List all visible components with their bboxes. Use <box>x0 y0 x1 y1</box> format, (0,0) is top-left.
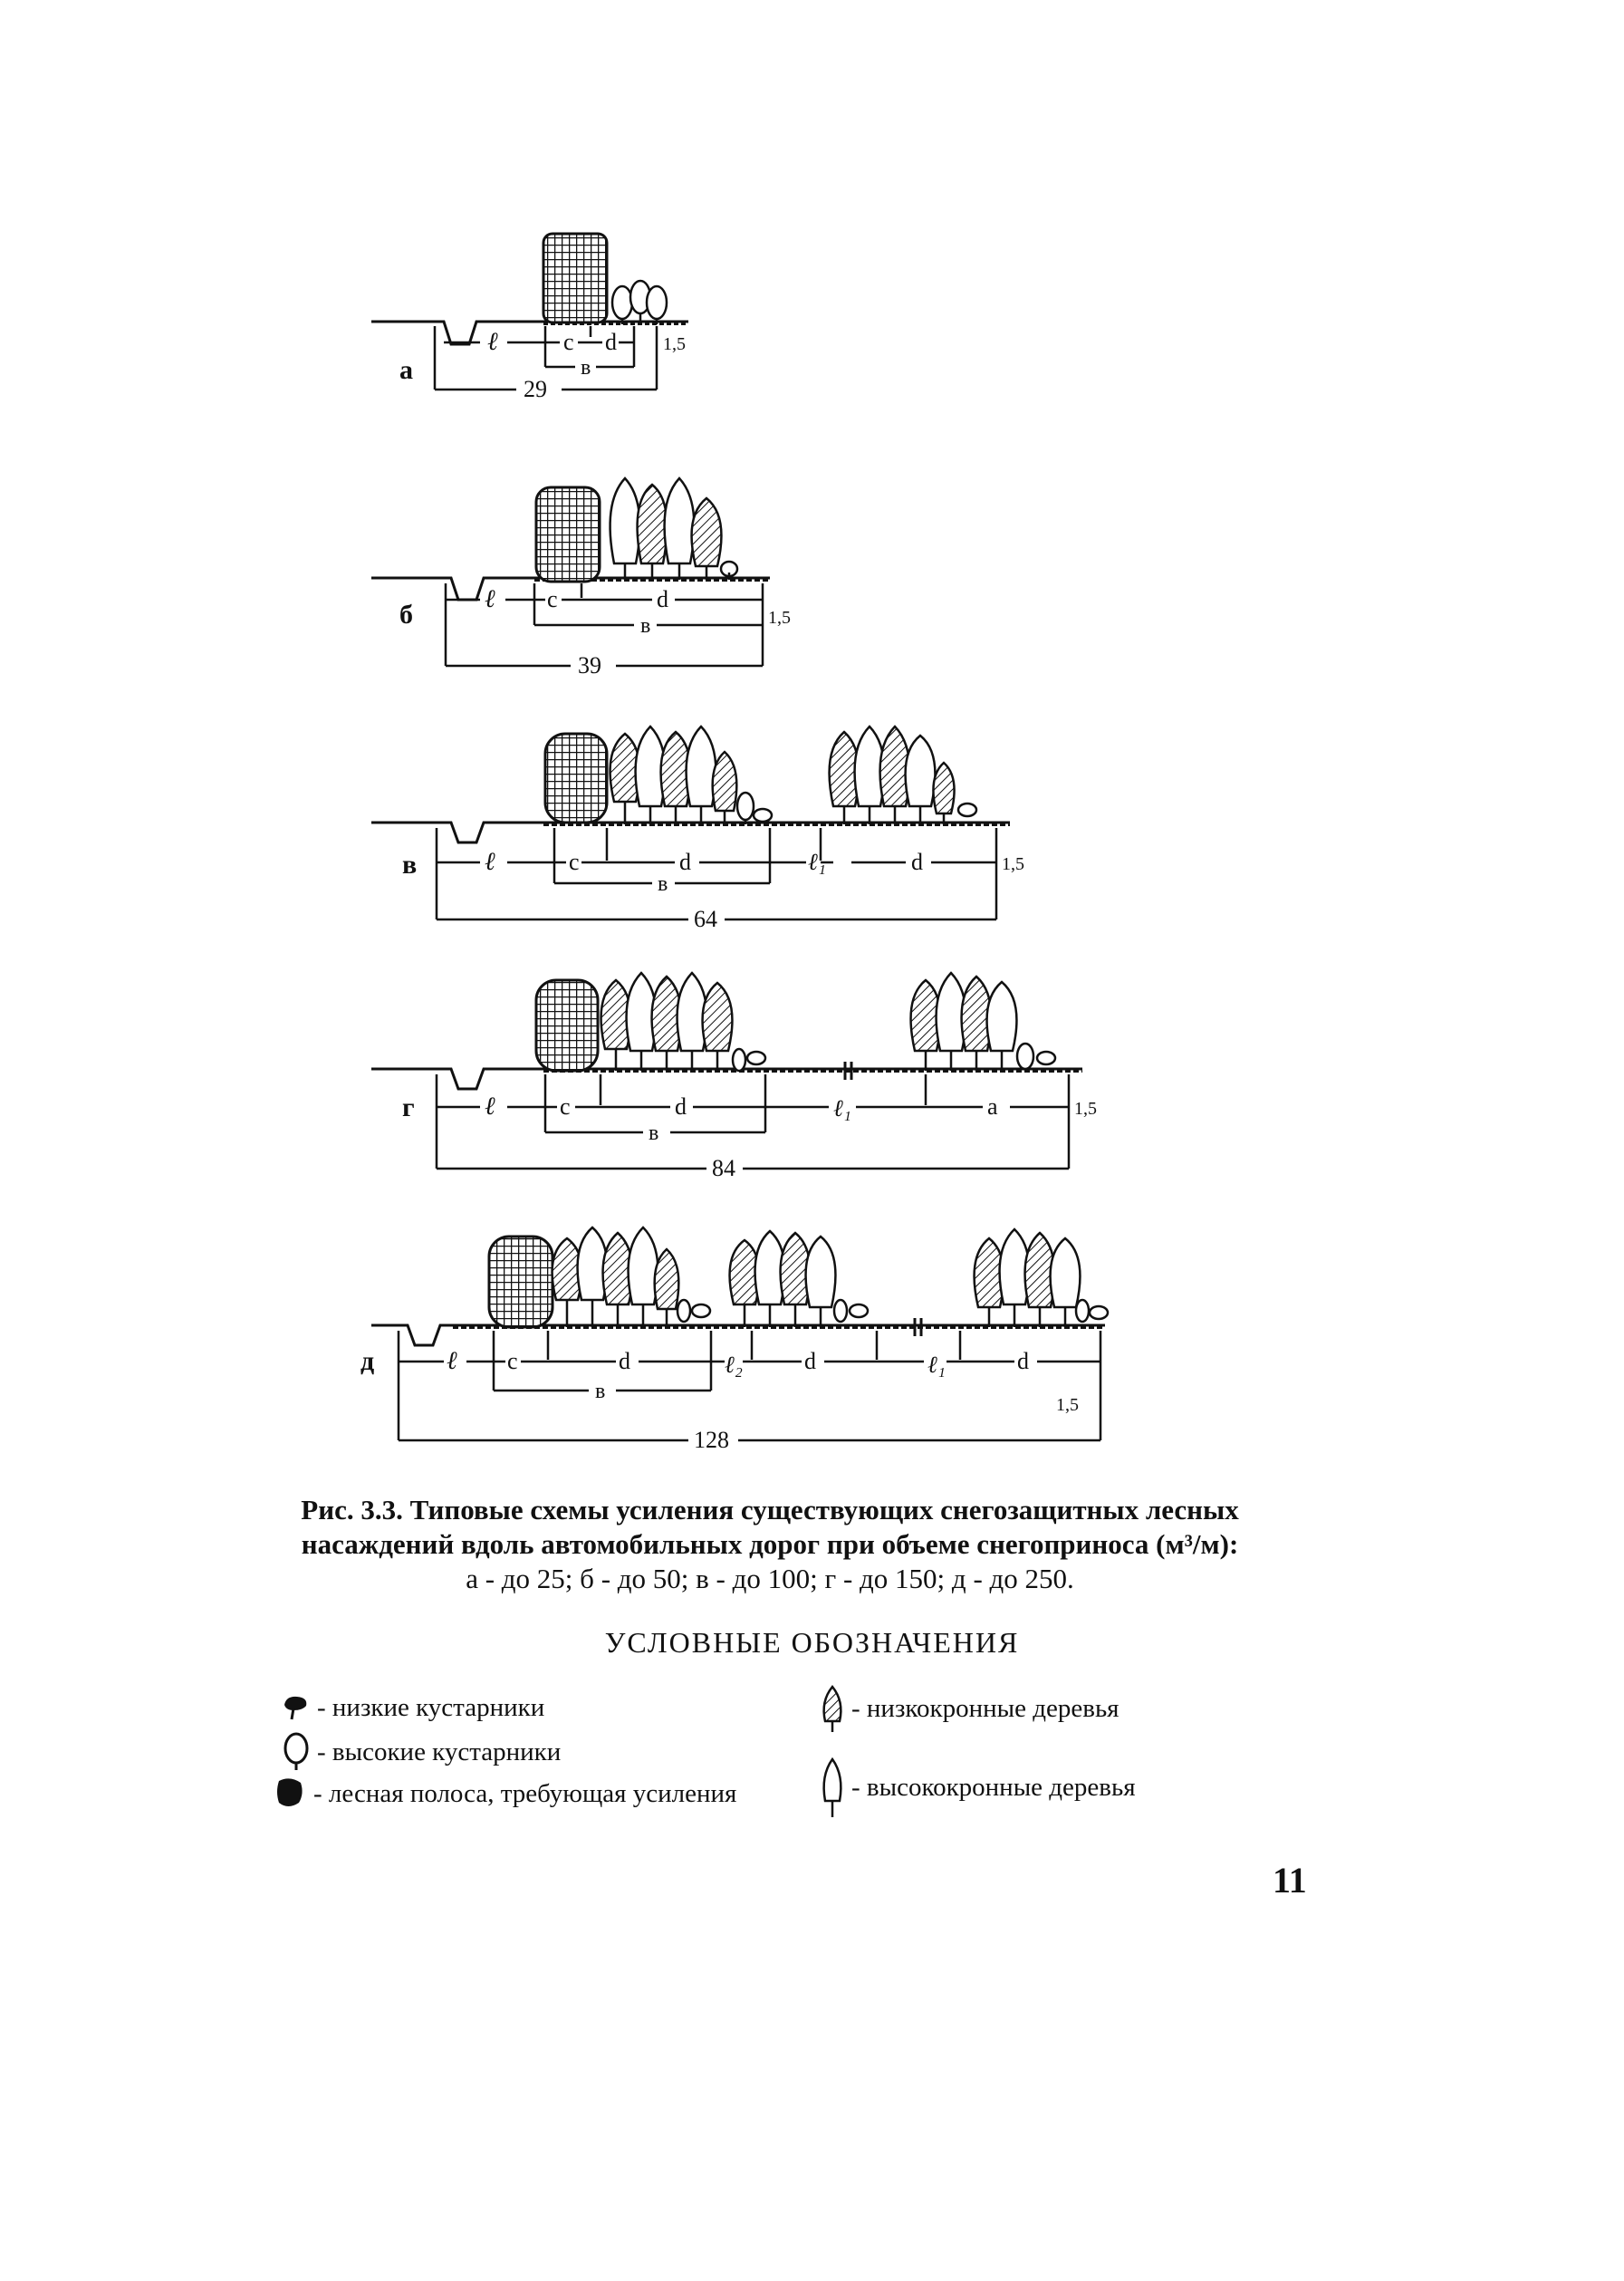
legend-item-forest-belt <box>272 1776 736 1812</box>
dim-l1: ℓ₁ <box>808 849 826 875</box>
dim-h: 1,5 <box>663 334 686 354</box>
dim-c: c <box>507 1348 518 1374</box>
dim-total: 64 <box>694 906 717 932</box>
dim-l: ℓ <box>487 328 498 356</box>
dim-h: 1,5 <box>1074 1099 1097 1119</box>
figure-caption <box>145 1493 1395 1596</box>
dim-l1: ℓ₁ <box>927 1352 946 1378</box>
dim-h: 1,5 <box>1056 1395 1079 1415</box>
legend-title: УСЛОВНЫЕ ОБОЗНАЧЕНИЯ <box>604 1626 1020 1659</box>
dim-l: ℓ <box>447 1347 457 1375</box>
dim-c: c <box>569 849 580 875</box>
forest-belt <box>489 1237 553 1327</box>
dim-d2: d <box>911 849 923 875</box>
legend-label: - низкие кустарники <box>317 1692 545 1722</box>
caption-line-1: Рис. 3.3. Типовые схемы усиления существующих снегозащитных лесных <box>301 1494 1239 1525</box>
dimension-lines <box>437 1074 1069 1169</box>
legend-label: - высокие кустарники <box>317 1737 562 1766</box>
low-shrub-icon <box>281 1692 312 1723</box>
tree-row <box>610 478 737 580</box>
dim-h: 1,5 <box>1002 854 1024 874</box>
low-crown-tree-icon <box>819 1683 846 1734</box>
tree-row-3 <box>975 1229 1108 1327</box>
legend-item-low-crown-trees <box>819 1683 1120 1734</box>
dim-d: d <box>619 1348 630 1374</box>
dim-h: 1,5 <box>768 608 791 628</box>
tree-row-2 <box>730 1231 868 1327</box>
legend-item-low-shrubs <box>281 1692 544 1723</box>
dim-d: d <box>605 329 617 355</box>
forest-belt <box>543 234 607 322</box>
page-number: 11 <box>1273 1860 1307 1901</box>
caption-line-2: насаждений вдоль автомобильных дорог при объеме снегоприноса (м³/м): <box>301 1528 1239 1560</box>
legend-label: - лесная полоса, требующая усиления <box>313 1778 737 1808</box>
dim-a: a <box>987 1093 998 1120</box>
legend-item-high-crown-trees <box>819 1756 1136 1819</box>
forest-belt <box>536 487 600 582</box>
high-crown-tree-icon <box>819 1756 846 1819</box>
dim-d: d <box>657 586 668 612</box>
dim-b: в <box>595 1380 606 1403</box>
dim-b: в <box>581 356 591 380</box>
panel-letter-d: д <box>360 1346 375 1376</box>
tree-row-1 <box>601 973 765 1071</box>
terrain-profile <box>371 823 1010 842</box>
dim-c: c <box>563 329 574 355</box>
dim-c: c <box>547 586 558 612</box>
dim-total: 84 <box>712 1155 735 1181</box>
dim-total: 39 <box>578 652 601 679</box>
forest-belt <box>545 734 607 823</box>
dim-l: ℓ <box>485 848 495 876</box>
tree-row-2 <box>830 727 976 824</box>
terrain-profile <box>371 322 688 344</box>
panel-letter-a: а <box>399 355 413 385</box>
scheme-panel-g <box>344 960 1132 1209</box>
panel-letter-b: б <box>399 600 413 630</box>
panel-letter-g: г <box>402 1092 415 1122</box>
forest-belt-icon <box>272 1776 308 1812</box>
forest-belt <box>536 980 598 1071</box>
tall-shrub-group <box>612 281 667 324</box>
tree-row-1 <box>553 1227 710 1327</box>
dim-b: в <box>658 872 668 896</box>
dim-b: в <box>649 1121 659 1145</box>
dim-d3: d <box>1017 1348 1029 1374</box>
scheme-panel-a <box>344 208 815 453</box>
dim-total: 128 <box>694 1427 729 1453</box>
dimension-lines <box>399 1331 1100 1440</box>
legend-label: - высококронные деревья <box>851 1772 1136 1802</box>
caption-line-3: а - до 25; б - до 50; в - до 100; г - до 150; д - до 250. <box>466 1563 1074 1594</box>
panel-letter-v: в <box>402 850 418 880</box>
tree-row-1 <box>610 727 772 824</box>
dim-d2: d <box>804 1348 816 1374</box>
tree-row-2 <box>911 973 1055 1071</box>
dim-total: 29 <box>524 376 547 402</box>
tall-shrub-icon <box>281 1732 312 1772</box>
dim-b: в <box>640 614 651 638</box>
dim-l: ℓ <box>485 585 495 613</box>
scheme-panel-v <box>344 716 1069 965</box>
legend-label: - низкокронные деревья <box>851 1693 1120 1723</box>
dim-d: d <box>675 1093 687 1120</box>
scheme-panel-b <box>344 462 906 716</box>
dim-l2: ℓ₂ <box>725 1352 743 1378</box>
legend-item-tall-shrubs <box>281 1732 561 1772</box>
dim-l1: ℓ₁ <box>833 1095 851 1121</box>
dim-c: c <box>560 1093 571 1120</box>
scheme-panel-d <box>344 1209 1159 1463</box>
dim-d: d <box>679 849 691 875</box>
terrain-profile <box>371 1318 1105 1345</box>
dim-l: ℓ <box>485 1092 495 1121</box>
